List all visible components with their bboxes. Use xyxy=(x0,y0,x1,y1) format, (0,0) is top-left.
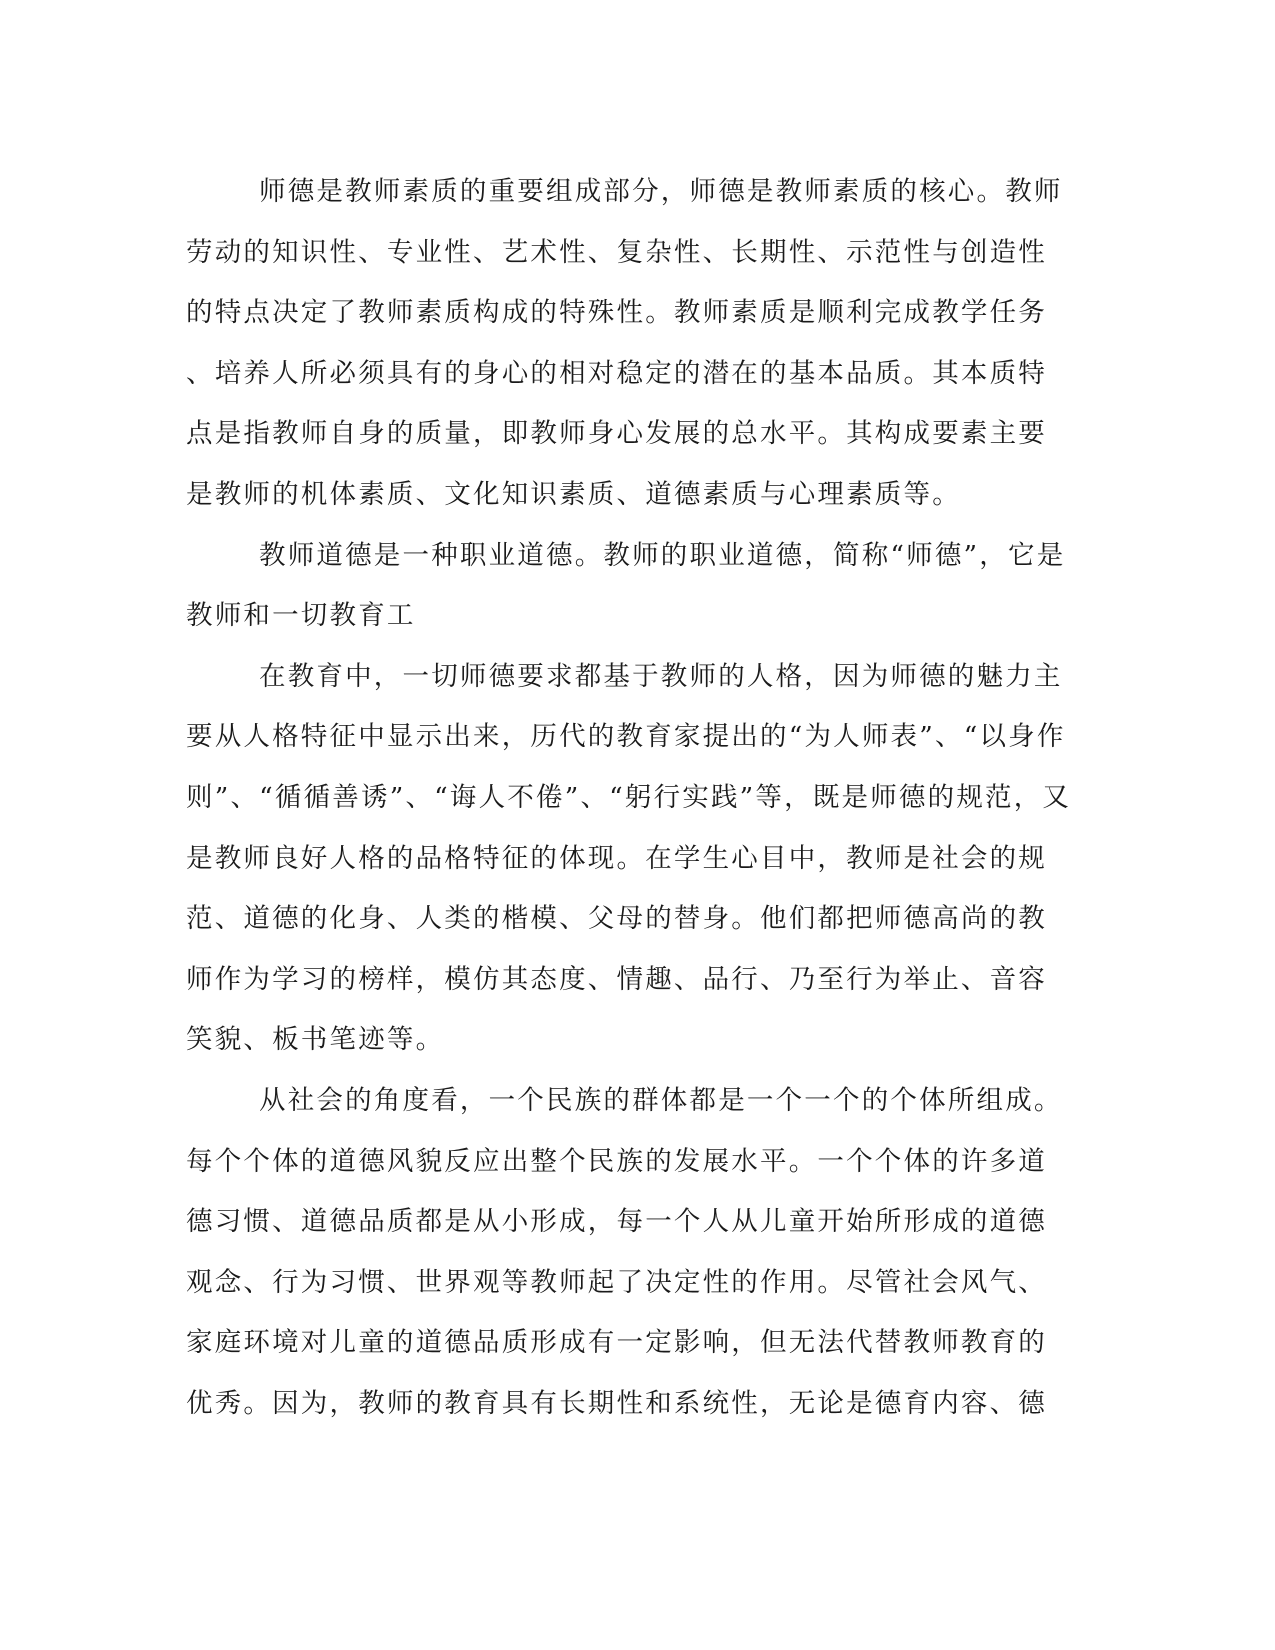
paragraph-personality xyxy=(186,647,1086,1071)
text-line: 教师和一切教育工 xyxy=(186,600,416,632)
paragraph-teacher-quality xyxy=(186,162,1086,526)
text-line: 教师道德是一种职业道德。教师的职业道德，简称“师德”，它是 xyxy=(259,539,1066,571)
text-line: 笑貌、板书笔迹等。 xyxy=(186,1024,445,1056)
text-line: 的特点决定了教师素质构成的特殊性。教师素质是顺利完成教学任务 xyxy=(186,297,1047,329)
text-line: 劳动的知识性、专业性、艺术性、复杂性、长期性、示范性与创造性 xyxy=(186,236,1047,268)
text-line: 优秀。因为，教师的教育具有长期性和系统性，无论是德育内容、德 xyxy=(186,1387,1047,1419)
paragraph-professional-ethics xyxy=(186,526,1086,647)
text-line: 点是指教师自身的质量，即教师身心发展的总水平。其构成要素主要 xyxy=(186,418,1047,450)
text-line: 要从人格特征中显示出来，历代的教育家提出的“为人师表”、“以身作 xyxy=(186,721,1066,753)
text-line: 师德是教师素质的重要组成部分，师德是教师素质的核心。教师 xyxy=(259,176,1063,207)
text-line: 范、道德的化身、人类的楷模、父母的替身。他们都把师德高尚的教 xyxy=(186,903,1047,935)
document-body xyxy=(186,162,1086,1434)
text-line: 每个个体的道德风貌反应出整个民族的发展水平。一个个体的许多道 xyxy=(186,1145,1047,1177)
text-line: 则”、“循循善诱”、“诲人不倦”、“躬行实践”等，既是师德的规范，又 xyxy=(186,781,1072,813)
text-line: 家庭环境对儿童的道德品质形成有一定影响，但无法代替教师教育的 xyxy=(186,1327,1047,1359)
text-line: 在教育中，一切师德要求都基于教师的人格，因为师德的魅力主 xyxy=(259,660,1063,692)
paragraph-social-perspective xyxy=(186,1071,1086,1435)
text-line: 、培养人所必须具有的身心的相对稳定的潜在的基本品质。其本质特 xyxy=(186,357,1047,389)
text-line: 是教师良好人格的品格特征的体现。在学生心目中，教师是社会的规 xyxy=(186,842,1047,874)
text-line: 德习惯、道德品质都是从小形成，每一个人从儿童开始所形成的道德 xyxy=(186,1206,1047,1238)
text-line: 是教师的机体素质、文化知识素质、道德素质与心理素质等。 xyxy=(186,478,961,510)
text-line: 从社会的角度看，一个民族的群体都是一个一个的个体所组成。 xyxy=(259,1084,1063,1116)
text-line: 观念、行为习惯、世界观等教师起了决定性的作用。尽管社会风气、 xyxy=(186,1266,1047,1298)
text-line: 师作为学习的榜样，模仿其态度、情趣、品行、乃至行为举止、音容 xyxy=(186,963,1047,995)
